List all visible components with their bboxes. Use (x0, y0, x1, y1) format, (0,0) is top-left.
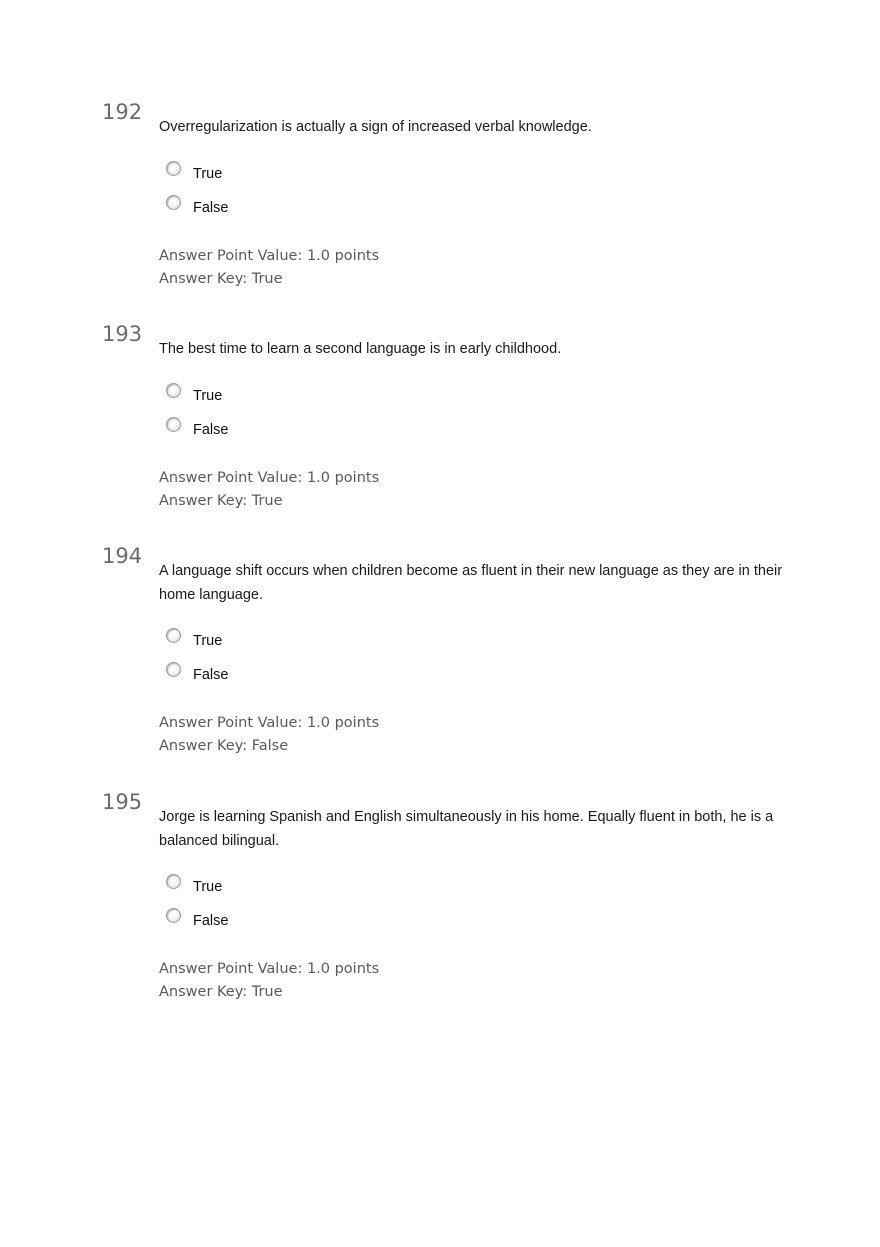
radio-button-icon[interactable] (166, 874, 181, 889)
answer-meta (159, 245, 379, 291)
option-label: False (193, 200, 229, 216)
answer-meta (159, 467, 379, 513)
radio-button-icon[interactable] (166, 417, 181, 432)
answer-key: Answer Key: True (159, 984, 283, 1000)
question-text: A language shift occurs when children become as fluent in their new language as they are in their home language. (159, 563, 783, 603)
point-value: Answer Point Value: 1.0 points (159, 248, 380, 264)
option-label: True (193, 879, 223, 895)
radio-button-icon[interactable] (166, 908, 181, 923)
question-number: 194 (102, 544, 143, 568)
answer-key: Answer Key: False (159, 738, 289, 754)
radio-button-icon[interactable] (166, 383, 181, 398)
point-value: Answer Point Value: 1.0 points (159, 961, 380, 977)
question-number: 192 (102, 100, 143, 124)
answer-meta (159, 712, 379, 758)
option-label: True (193, 633, 223, 649)
answer-meta (159, 958, 379, 1004)
option-label: False (193, 913, 229, 929)
option-label: False (193, 667, 229, 683)
radio-button-icon[interactable] (166, 628, 181, 643)
point-value: Answer Point Value: 1.0 points (159, 715, 380, 731)
question-text: The best time to learn a second language is in early childhood. (159, 341, 562, 357)
question-number: 193 (102, 322, 143, 346)
answer-key: Answer Key: True (159, 493, 283, 509)
question-text: Jorge is learning Spanish and English simultaneously in his home. Equally fluent in both, he is a balanced bilingual. (159, 809, 774, 849)
radio-button-icon[interactable] (166, 195, 181, 210)
option-label: True (193, 388, 223, 404)
question-text: Overregularization is actually a sign of increased verbal knowledge. (159, 119, 592, 135)
radio-button-icon[interactable] (166, 161, 181, 176)
answer-key: Answer Key: True (159, 271, 283, 287)
radio-button-icon[interactable] (166, 662, 181, 677)
point-value: Answer Point Value: 1.0 points (159, 470, 380, 486)
option-label: True (193, 166, 223, 182)
option-label: False (193, 422, 229, 438)
question-number: 195 (102, 790, 143, 814)
